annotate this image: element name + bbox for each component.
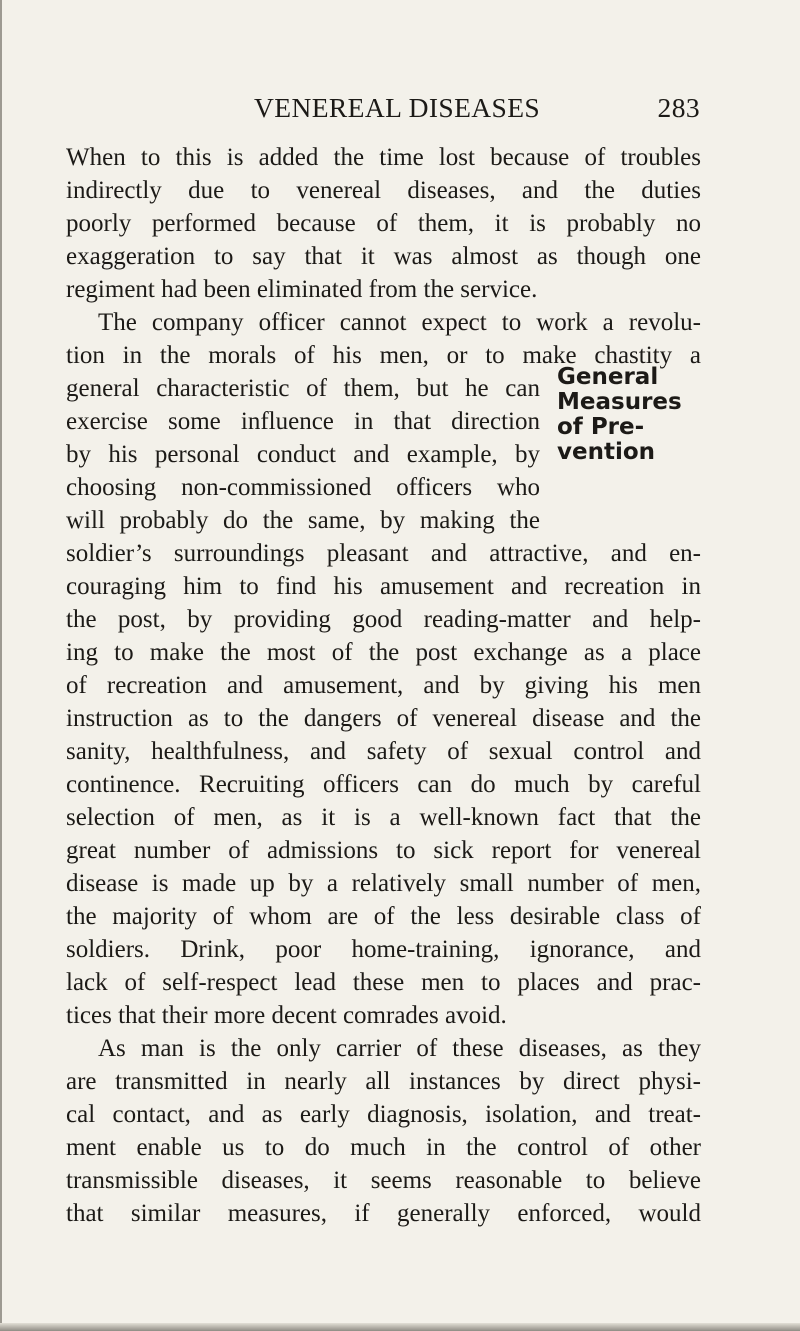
text-line: lack of self-respect lead these men to places and prac- <box>66 969 701 996</box>
text-line: As man is the only carrier of these diseases, as they <box>98 1035 701 1062</box>
text-line: When to this is added the time lost because of troubles <box>66 144 701 171</box>
page-number: 283 <box>657 92 700 123</box>
text-line: choosing non-commissioned officers who <box>66 474 540 501</box>
text-line: are transmitted in nearly all instances by direct physi- <box>66 1068 701 1095</box>
text-line: instruction as to the dangers of venereal disease and the <box>66 705 701 732</box>
text-line: the post, by providing good reading-matter and help- <box>66 606 701 633</box>
text-line: transmissible diseases, it seems reasonable to believe <box>66 1167 701 1194</box>
margin-note-line: General <box>557 364 659 390</box>
text-line: soldier’s surroundings pleasant and attractive, and en- <box>66 540 701 567</box>
text-line: general characteristic of them, but he can <box>66 375 540 402</box>
text-line: the majority of whom are of the less desirable class of <box>66 903 701 930</box>
text-line: poorly performed because of them, it is probably no <box>66 210 701 237</box>
text-line: sanity, healthfulness, and safety of sexual control and <box>66 738 701 765</box>
text-line: tices that their more decent comrades avoid. <box>66 1002 507 1029</box>
text-line: ing to make the most of the post exchange as a place <box>66 639 701 666</box>
text-line: exercise some influence in that direction <box>66 408 540 435</box>
text-line: regiment had been eliminated from the service. <box>66 276 538 303</box>
text-line: great number of admissions to sick report for venereal <box>66 837 701 864</box>
text-line: that similar measures, if generally enforced, would <box>66 1200 701 1227</box>
text-line: exaggeration to say that it was almost as though one <box>66 243 701 270</box>
page-edge-bottom <box>0 1323 800 1331</box>
text-line: couraging him to find his amusement and recreation in <box>66 573 701 600</box>
running-title: VENEREAL DISEASES <box>254 92 541 123</box>
margin-note-line: vention <box>557 439 656 465</box>
text-line: tion in the morals of his men, or to make chastity a <box>66 342 701 369</box>
text-line: cal contact, and as early diagnosis, isolation, and treat- <box>66 1101 701 1128</box>
text-line: indirectly due to venereal diseases, and the duties <box>66 177 701 204</box>
text-line: will probably do the same, by making the <box>66 507 540 534</box>
text-line: The company officer cannot expect to work a revolu- <box>98 309 701 336</box>
text-line: continence. Recruiting officers can do much by careful <box>66 771 701 798</box>
margin-note-line: of Pre- <box>557 414 645 440</box>
text-line: by his personal conduct and example, by <box>66 441 540 468</box>
text-line: ment enable us to do much in the control of other <box>66 1134 701 1161</box>
text-line: soldiers. Drink, poor home-training, ignorance, and <box>66 936 701 963</box>
page-edge-left <box>0 0 2 1331</box>
text-line: disease is made up by a relatively small number of men, <box>66 870 701 897</box>
margin-note <box>557 365 717 465</box>
margin-note-line: Measures <box>557 389 682 415</box>
text-line: of recreation and amusement, and by giving his men <box>66 672 701 699</box>
text-line: selection of men, as it is a well-known fact that the <box>66 804 701 831</box>
